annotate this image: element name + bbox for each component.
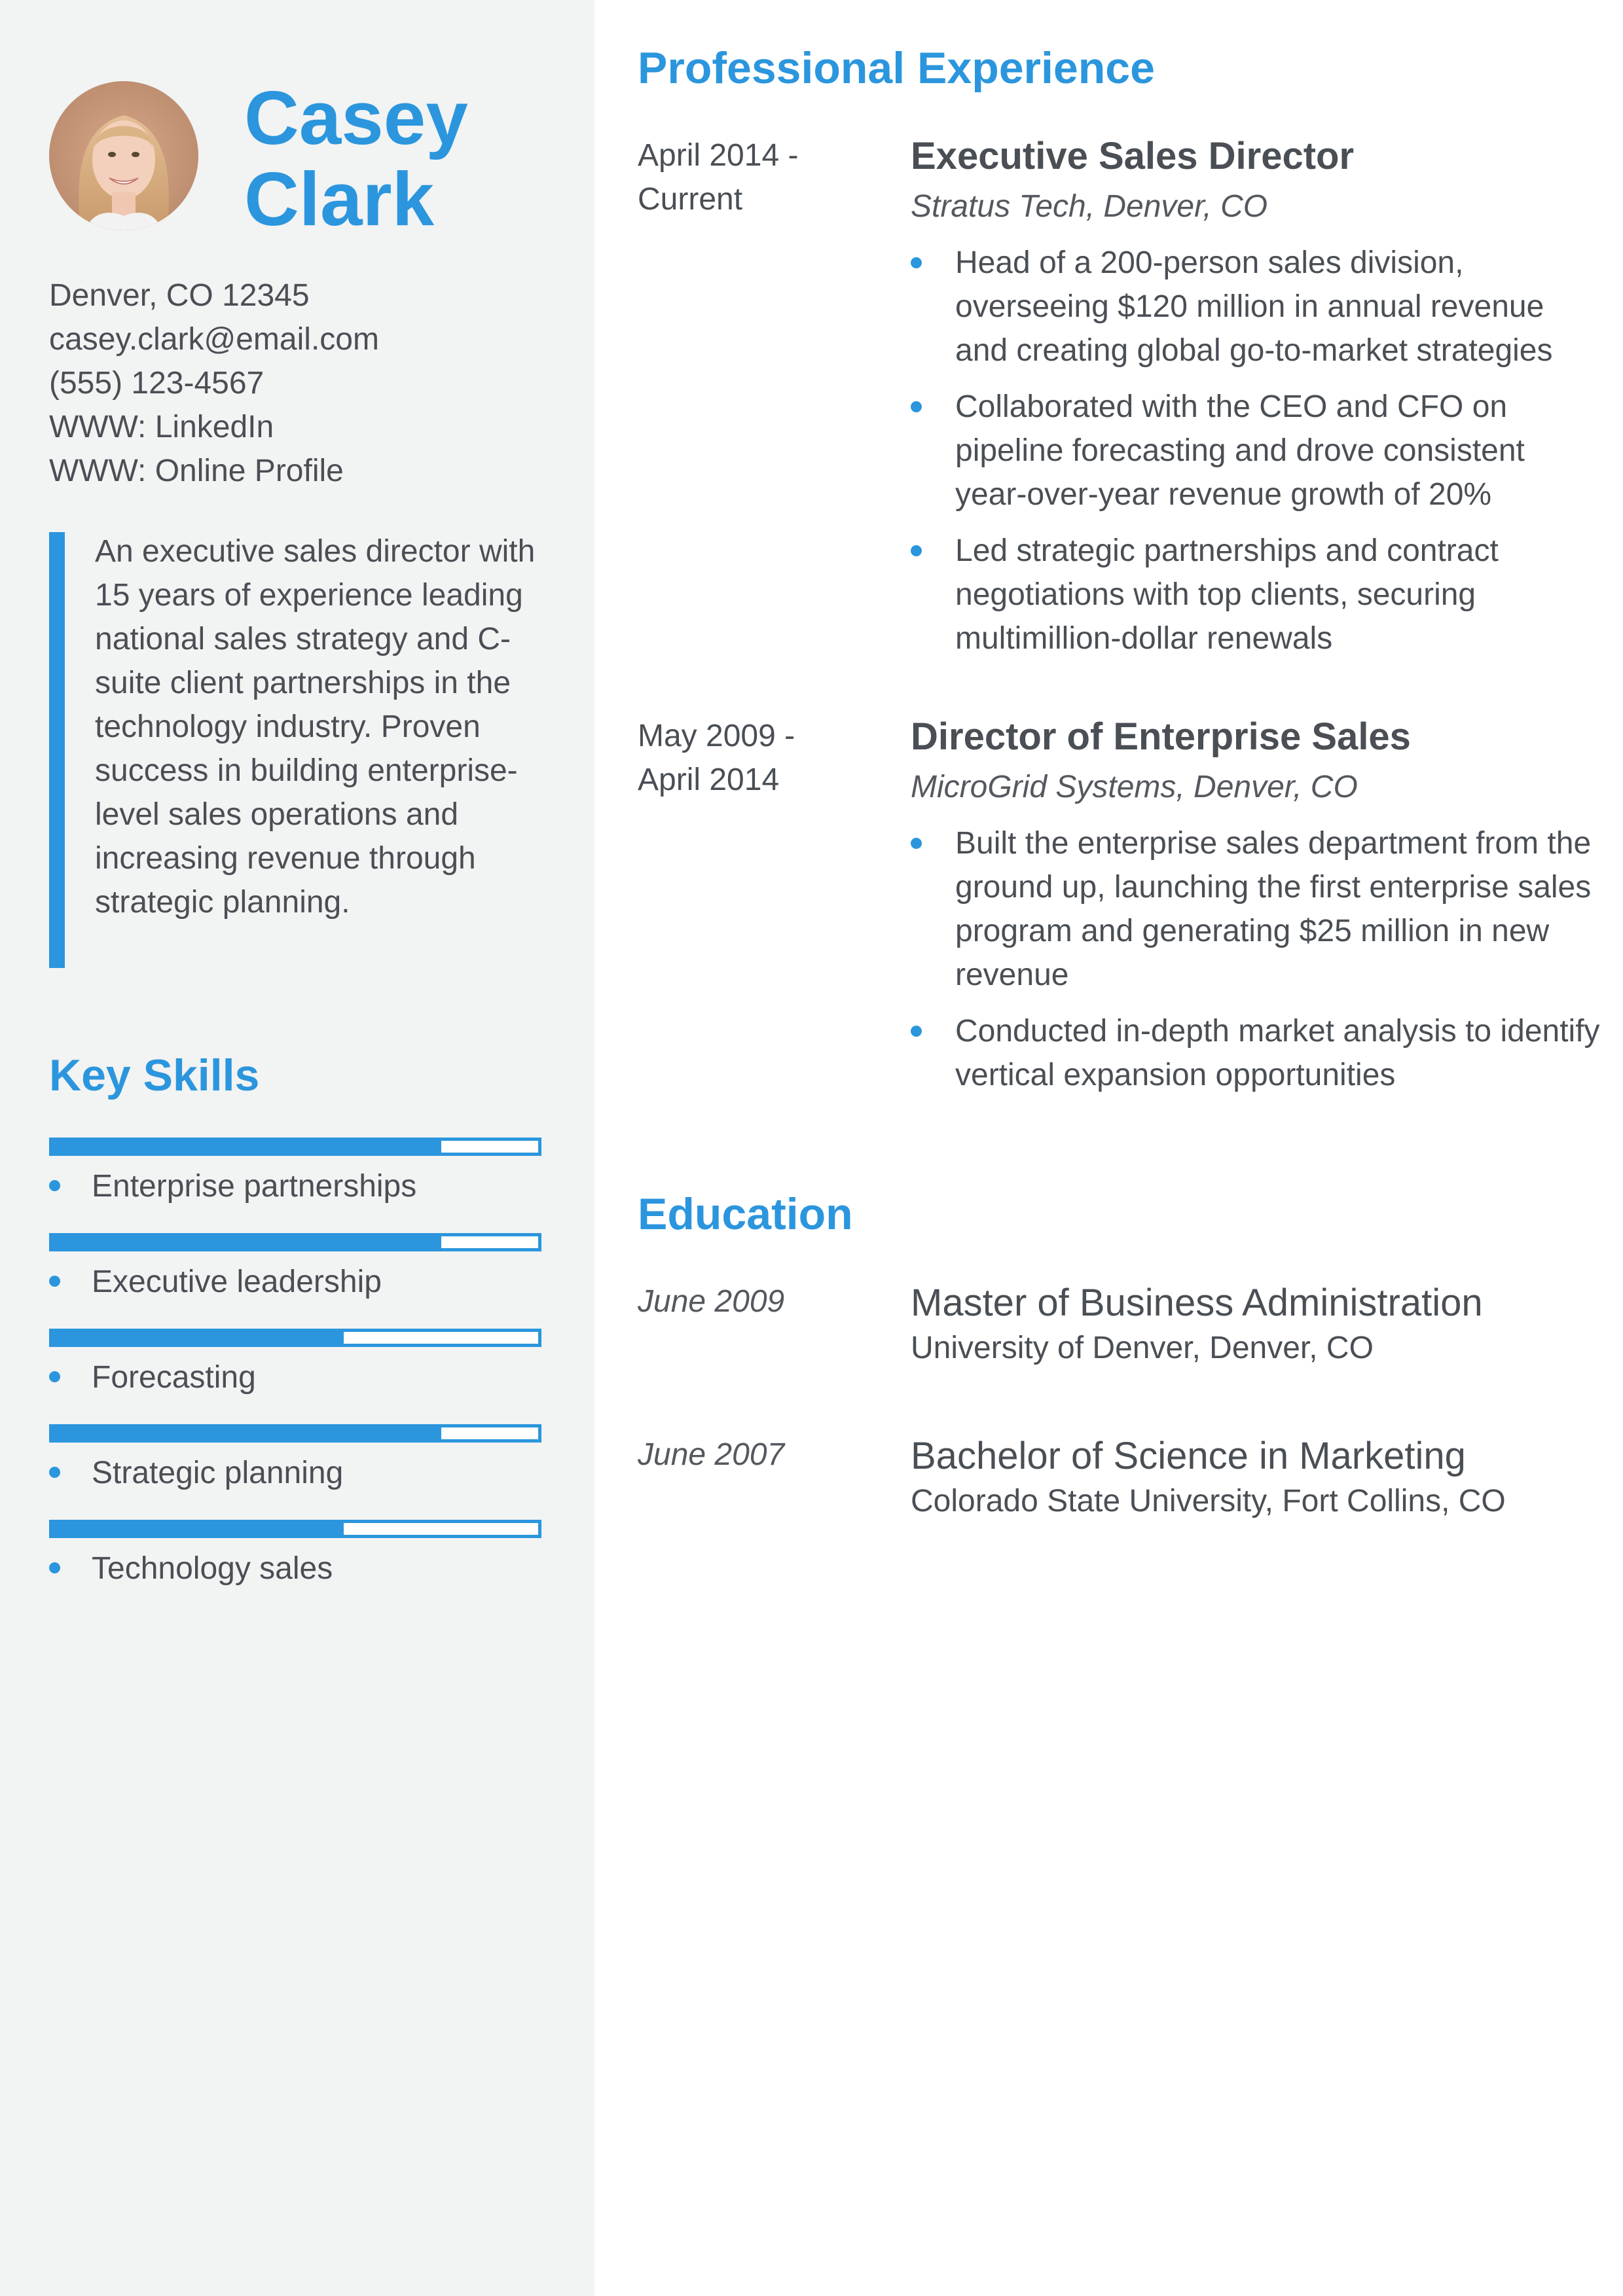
bullet-icon [911, 257, 922, 268]
skill-level-bar [49, 1520, 541, 1538]
skill-item [49, 1520, 541, 1615]
bullet-icon [911, 545, 922, 556]
linkedin-link[interactable]: WWW: LinkedIn [49, 410, 274, 444]
education-date: June 2009 [638, 1284, 785, 1319]
sidebar [0, 0, 594, 2296]
professional-summary [49, 532, 547, 968]
skill-level-bar [49, 1233, 541, 1251]
job-company: MicroGrid Systems, Denver, CO [911, 770, 1358, 804]
education-details [911, 1433, 1605, 1522]
phone[interactable]: (555) 123-4567 [49, 366, 264, 401]
bullet-text: Conducted in-depth market analysis to identify vertical expansion opportunities [955, 1014, 1600, 1092]
job-date-start: May 2009 - [638, 719, 795, 753]
job-dates [638, 134, 886, 221]
job-title: Executive Sales Director [911, 135, 1355, 177]
skill-level-fill [52, 1523, 344, 1535]
experience-heading: Professional Experience [638, 43, 1155, 93]
bullet-icon [49, 1562, 60, 1573]
list-item [911, 529, 1605, 660]
skill-level-bar [49, 1138, 541, 1156]
skills-list [49, 1138, 541, 1615]
education-date: June 2007 [638, 1437, 785, 1472]
skill-label: Strategic planning [92, 1456, 344, 1490]
bullet-icon [49, 1276, 60, 1287]
skills-heading: Key Skills [49, 1050, 260, 1100]
bullet-text: Head of a 200-person sales division, overseeing $120 million in annual revenue and creating global go-to-market strategies [955, 245, 1553, 368]
skill-label: Forecasting [92, 1360, 256, 1395]
education-school: University of Denver, Denver, CO [911, 1331, 1374, 1365]
skill-level-fill [52, 1332, 344, 1344]
education-school: Colorado State University, Fort Collins, CO [911, 1484, 1506, 1518]
skill-level-fill [52, 1141, 441, 1153]
woman-portrait-photo-icon [49, 81, 198, 230]
bullet-icon [911, 1026, 922, 1037]
education-degree: Bachelor of Science in Marketing [911, 1435, 1466, 1477]
bullet-text: Collaborated with the CEO and CFO on pipeline forecasting and drove consistent year-over-year revenue growth of 20% [955, 389, 1525, 512]
bullet-icon [911, 838, 922, 849]
last-name: Clark [244, 156, 435, 242]
bullet-icon [911, 401, 922, 412]
job-dates [638, 714, 886, 802]
job-date-end: April 2014 [638, 762, 780, 797]
skill-label: Enterprise partnerships [92, 1169, 417, 1204]
education-details [911, 1280, 1605, 1369]
contact-info [49, 274, 573, 493]
first-name: Casey [244, 75, 468, 160]
skill-item [49, 1233, 541, 1329]
candidate-name [244, 77, 572, 240]
skill-label: Technology sales [92, 1551, 333, 1586]
job-bullets [911, 241, 1605, 660]
job-details [911, 714, 1605, 1109]
online-profile-link[interactable]: WWW: Online Profile [49, 454, 344, 488]
education-degree: Master of Business Administration [911, 1282, 1483, 1324]
skill-level-bar [49, 1329, 541, 1347]
bullet-icon [49, 1371, 60, 1382]
skill-level-fill [52, 1236, 441, 1248]
skill-item [49, 1138, 541, 1233]
job-date-end: Current [638, 182, 743, 217]
bullet-icon [49, 1180, 60, 1191]
bullet-icon [49, 1467, 60, 1478]
avatar [49, 81, 198, 230]
email[interactable]: casey.clark@email.com [49, 322, 379, 357]
list-item [911, 821, 1605, 997]
job-title: Director of Enterprise Sales [911, 715, 1411, 758]
summary-text: An executive sales director with 15 years of experience leading national sales strategy and C-suite client partnerships in the technology industry. Proven success in building enterprise-level sales operations and increasing revenue through strategic planning. [95, 534, 536, 920]
address: Denver, CO 12345 [49, 278, 310, 313]
skill-label: Executive leadership [92, 1265, 382, 1299]
job-company: Stratus Tech, Denver, CO [911, 189, 1268, 224]
list-item [911, 241, 1605, 372]
job-bullets [911, 821, 1605, 1097]
list-item [911, 1009, 1605, 1097]
skill-level-bar [49, 1424, 541, 1443]
list-item [911, 385, 1605, 516]
bullet-text: Led strategic partnerships and contract negotiations with top clients, securing multimillion-dollar renewals [955, 533, 1499, 656]
bullet-text: Built the enterprise sales department from the ground up, launching the first enterprise sales program and generating $25 million in new revenue [955, 826, 1592, 992]
education-heading: Education [638, 1189, 853, 1239]
job-date-start: April 2014 - [638, 138, 799, 173]
skill-item [49, 1329, 541, 1424]
job-details [911, 134, 1605, 673]
skill-item [49, 1424, 541, 1520]
skill-level-fill [52, 1427, 441, 1439]
